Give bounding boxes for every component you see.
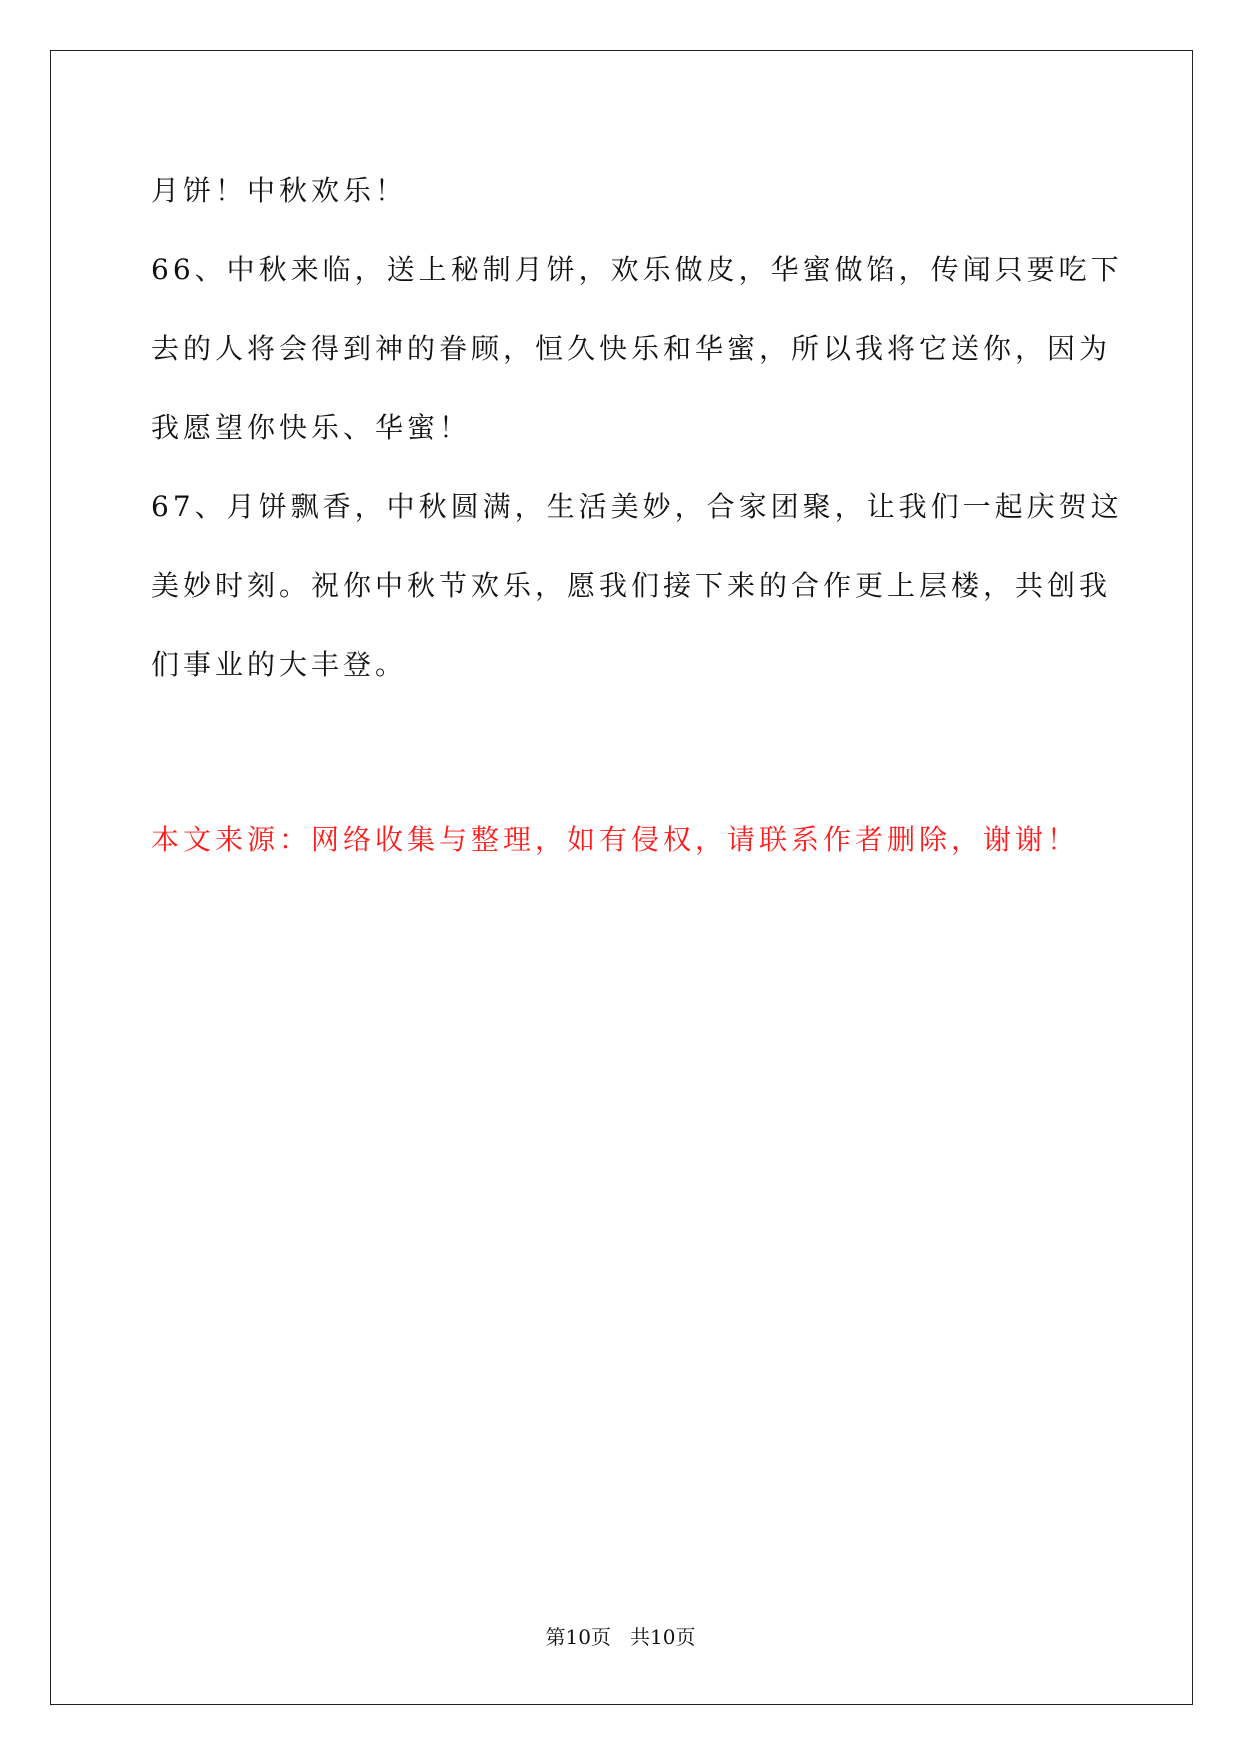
paragraph-line: 月饼！中秋欢乐！ [151,174,408,207]
document-body [151,151,1123,704]
page-footer: 第10页 共10页 [545,1625,696,1649]
paragraph-line: 66、中秋来临，送上秘制月饼，欢乐做皮，华蜜做馅，传闻只要吃下 [151,253,1123,286]
paragraph-line: 去的人将会得到神的眷顾，恒久快乐和华蜜，所以我将它送你，因为 [151,332,1112,365]
paragraph-line: 美妙时刻。祝你中秋节欢乐，愿我们接下来的合作更上层楼，共创我 [151,569,1112,602]
paragraph-line: 我愿望你快乐、华蜜！ [151,411,472,444]
source-notice: 本文来源：网络收集与整理，如有侵权，请联系作者删除，谢谢！ [151,823,1080,856]
paragraph-line: 们事业的大丰登。 [151,648,408,681]
paragraph-line: 67、月饼飘香，中秋圆满，生活美妙，合家团聚，让我们一起庆贺这 [151,490,1123,523]
